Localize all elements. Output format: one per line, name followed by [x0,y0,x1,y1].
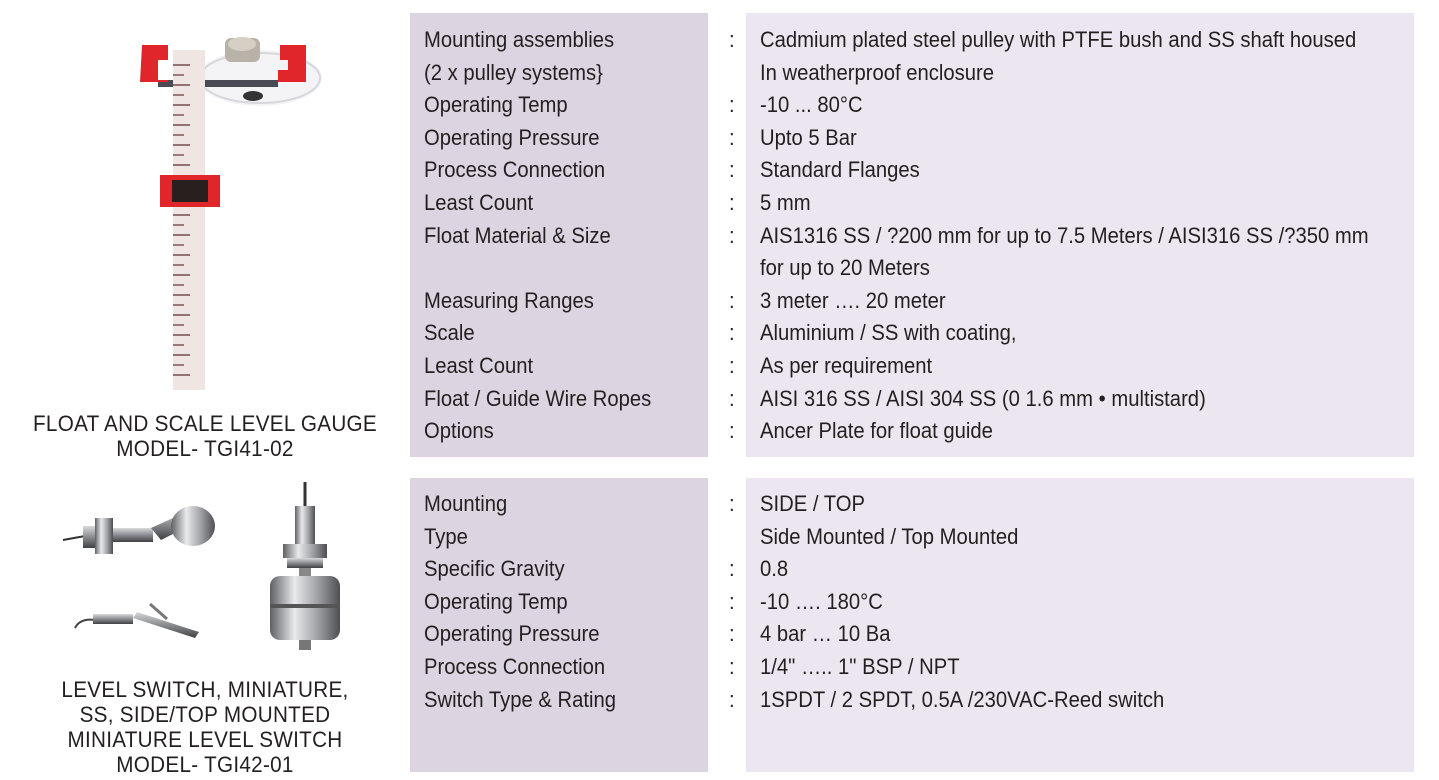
product-2-spec-labels [424,488,616,716]
product-1-title [12,411,397,461]
product-2-spec-colons [729,488,735,716]
spec-label: Least Count [424,189,534,215]
spec-value: -10 …. 180°C [760,588,883,614]
spec-value: Standard Flanges [760,157,920,183]
spec-value: 1/4" ….. 1" BSP / NPT [760,653,960,679]
product-2-title [12,677,397,777]
spec-colon: : [729,92,735,118]
spec-colon: : [729,491,735,516]
spec-label: Specific Gravity [424,556,565,582]
spec-label: Operating Pressure [424,124,600,150]
product-1-name: FLOAT AND SCALE LEVEL GAUGE [33,411,377,436]
spec-value: 3 meter …. 20 meter [760,287,946,313]
spec-colon: : [729,385,735,411]
spec-colon [729,57,735,90]
spec-value: 5 mm [760,189,811,215]
spec-label: Least Count [424,352,534,378]
spec-label: Options [424,418,494,444]
spec-colon: : [729,621,735,647]
product-1-spec-colons [729,24,735,448]
spec-label: Operating Pressure [424,621,600,647]
spec-colon: : [729,27,735,52]
product-2-spec-values [760,488,1164,716]
spec-colon: : [729,189,735,215]
spec-value: AISI 316 SS / AISI 304 SS (0 1.6 mm • multistard) [760,385,1206,411]
spec-colon [729,521,735,554]
spec-label: Mounting assemblies [424,27,615,52]
spec-colon: : [729,157,735,183]
spec-label: Measuring Ranges [424,287,594,313]
spec-label: Float / Guide Wire Ropes [424,385,652,411]
spec-value: AIS1316 SS / ?200 mm for up to 7.5 Meters / AISI316 SS /?350 mm [760,222,1369,248]
spec-label: Process Connection [424,653,606,679]
spec-label: Operating Temp [424,588,568,614]
spec-value: In weatherproof enclosure [760,59,995,85]
spec-value: for up to 20 Meters [760,255,930,281]
spec-colon [729,252,735,285]
spec-colon: : [729,320,735,346]
spec-label: Switch Type & Rating [424,686,617,712]
product-2-name-line3: MINIATURE LEVEL SWITCH [67,727,343,752]
spec-colon: : [729,124,735,150]
spec-colon: : [729,287,735,313]
spec-label: Mounting [424,491,508,516]
spec-label: Type [424,523,468,549]
spec-label: Scale [424,320,475,346]
spec-label: Process Connection [424,157,606,183]
spec-colon: : [729,686,735,712]
float-and-scale-level-gauge-photo-icon [110,20,325,392]
spec-value: Ancer Plate for float guide [760,418,993,444]
spec-label: Operating Temp [424,92,568,118]
spec-value: 0.8 [760,556,789,582]
product-2-name-line2: SS, SIDE/TOP MOUNTED [79,702,331,727]
spec-colon: : [729,222,735,248]
product-1-spec-labels [424,24,651,448]
product-1-spec-values [760,24,1369,448]
spec-value: SIDE / TOP [760,491,865,516]
spec-value: Aluminium / SS with coating, [760,320,1017,346]
spec-value: 1SPDT / 2 SPDT, 0.5A /230VAC-Reed switch [760,686,1165,712]
spec-value: -10 ... 80°C [760,92,863,118]
spec-colon: : [729,352,735,378]
spec-colon: : [729,653,735,679]
spec-label: (2 x pulley systems} [424,59,603,85]
spec-colon: : [729,556,735,582]
spec-label [424,252,651,285]
spec-value: Upto 5 Bar [760,124,857,150]
spec-colon: : [729,418,735,444]
spec-colon: : [729,588,735,614]
product-2-name-line1: LEVEL SWITCH, MINIATURE, [61,677,349,702]
spec-label: Float Material & Size [424,222,611,248]
spec-value: 4 bar … 10 Ba [760,621,891,647]
product-1-model: MODEL- TGI41-02 [116,436,294,461]
spec-value: Side Mounted / Top Mounted [760,523,1019,549]
spec-value: As per requirement [760,352,933,378]
product-2-model: MODEL- TGI42-01 [116,752,294,777]
miniature-level-switch-photos-icon [55,478,365,658]
spec-value: Cadmium plated steel pulley with PTFE bush and SS shaft housed [760,27,1357,52]
